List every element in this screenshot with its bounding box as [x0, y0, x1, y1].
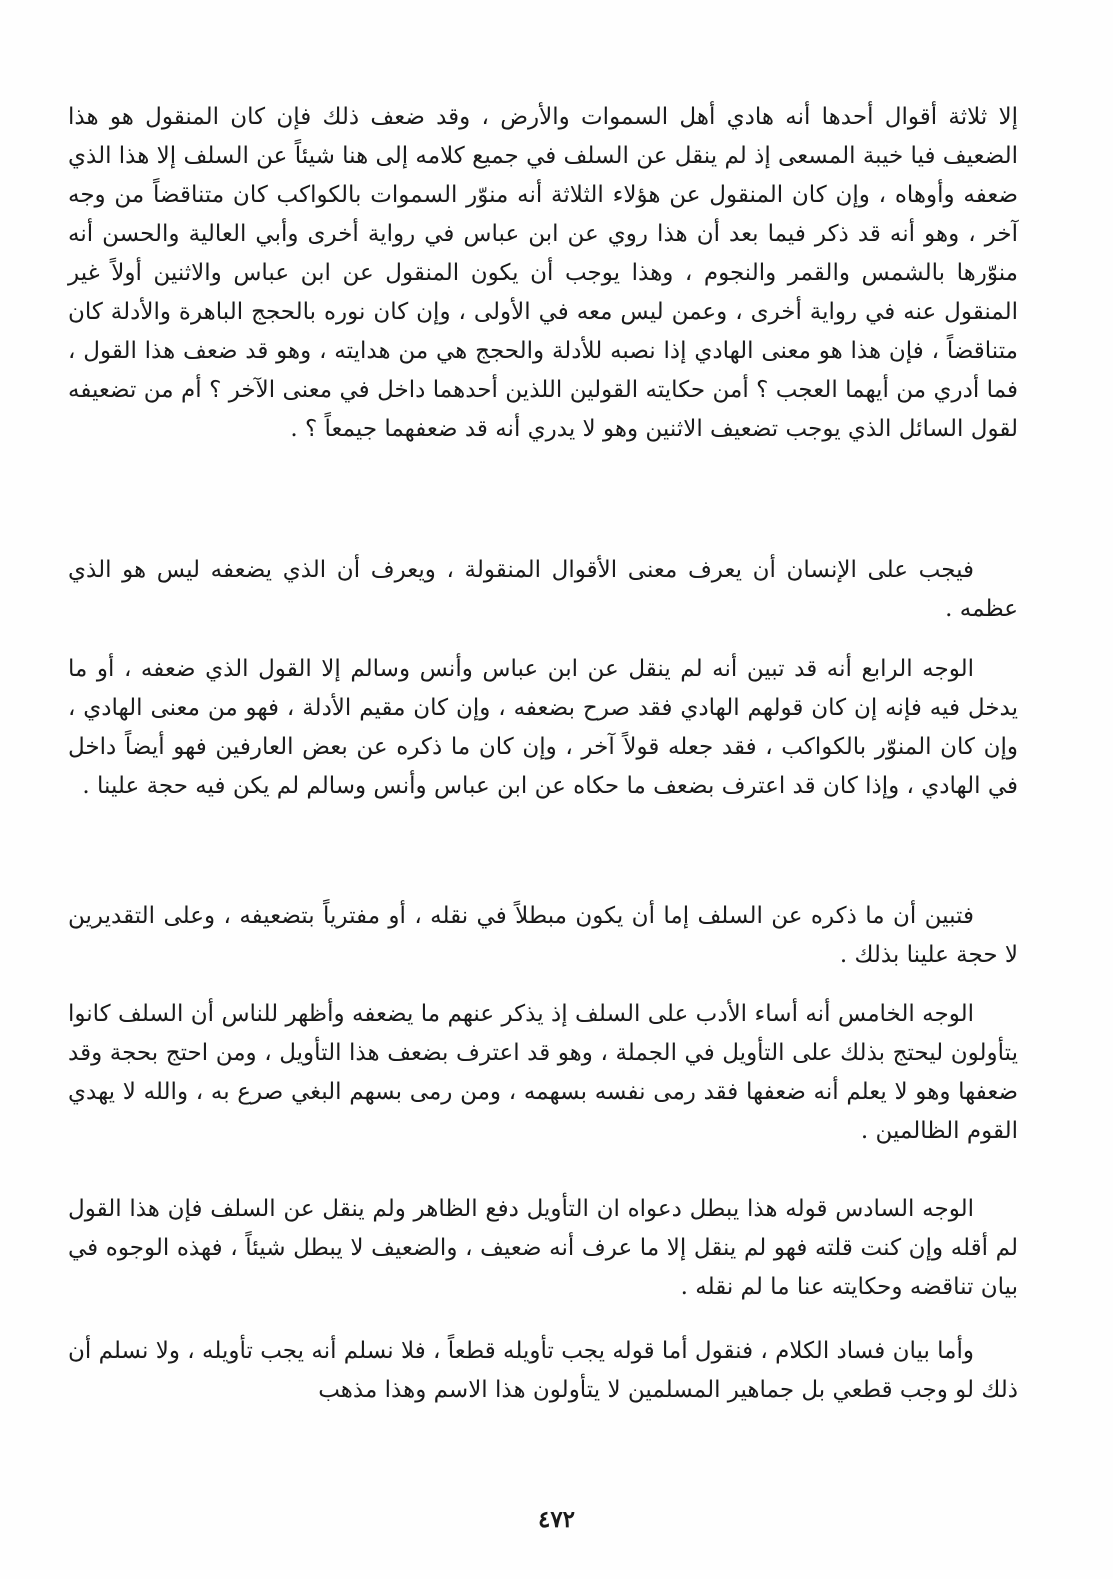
- page-number: ٤٧٢: [537, 1506, 576, 1533]
- paragraph-3: الوجه الرابع أنه قد تبين أنه لم ينقل عن ابن عباس وأنس وسالم إلا القول الذي ضعفه ، أو ما يدخل فيه فإنه إن كان قولهم الهادي فقد صرح بضعفه ، وإن كان مقيم الأدلة ، فهو من معنى الهادي ، وإن كان المنوّر بالكواكب ، فقد جعله قولاً آخر ، وإن كان ما ذكره عن بعض العارفين فهو أيضاً داخل في الهادي ، وإذا كان قد اعترف بضعف ما حكاه عن ابن عباس وأنس وسالم لم يكن فيه حجة علينا .: [68, 656, 1018, 799]
- paragraph-5: الوجه الخامس أنه أساء الأدب على السلف إذ يذكر عنهم ما يضعفه وأظهر للناس أن السلف كانوا يتأولون ليحتج بذلك على التأويل في الجملة ، وهو قد اعترف بضعف هذا التأويل ، ومن احتج بحجة وقد ضعفها وهو لا يعلم أنه ضعفها فقد رمى نفسه بسهمه ، ومن رمى بسهم البغي صرع به ، والله لا يهدي القوم الظالمين .: [68, 1001, 1018, 1144]
- paragraph-1: إلا ثلاثة أقوال أحدها أنه هادي أهل السموات والأرض ، وقد ضعف ذلك فإن كان المنقول هو هذا الضعيف فيا خيبة المسعى إذ لم ينقل عن السلف في جميع كلامه إلى هنا شيئاً عن السلف إلا هذا الذي ضعفه وأوهاه ، وإن كان المنقول عن هؤلاء الثلاثة أنه منوّر السموات بالكواكب كان متناقضاً من وجه آخر ، وهو أنه قد ذكر فيما بعد أن هذا روي عن ابن عباس في رواية أخرى وأبي العالية والحسن أنه منوّرها بالشمس والقمر والنجوم ، وهذا يوجب أن يكون المنقول عن ابن عباس والاثنين أولاً غير المنقول عنه في رواية أخرى ، وعمن ليس معه في الأولى ، وإن كان نوره بالحجج الباهرة والأدلة كان متناقضاً ، فإن هذا هو معنى الهادي إذا نصبه للأدلة والحجج هي من هدايته ، وهو قد ضعف هذا القول ، فما أدري من أيهما العجب ؟ أمن حكايته القولين اللذين أحدهما داخل في معنى الآخر ؟ أم من تضعيفه لقول السائل الذي يوجب تضعيف الاثنين وهو لا يدري أنه قد ضعفهما جيمعاً ؟ .: [68, 104, 1018, 442]
- paragraph-6: الوجه السادس قوله هذا يبطل دعواه ان التأويل دفع الظاهر ولم ينقل عن السلف فإن هذا القول لم أقله وإن كنت قلته فهو لم ينقل إلا ما عرف أنه ضعيف ، والضعيف لا يبطل شيئاً ، فهذه الوجوه في بيان تناقضه وحكايته عنا ما لم نقله .: [68, 1196, 1018, 1300]
- paragraph-2: فيجب على الإنسان أن يعرف معنى الأقوال المنقولة ، ويعرف أن الذي يضعفه ليس هو الذي عظمه .: [68, 557, 1018, 622]
- paragraph-7: وأما بيان فساد الكلام ، فنقول أما قوله يجب تأويله قطعاً ، فلا نسلم أنه يجب تأويله ، ولا نسلم أن ذلك لو وجب قطعي بل جماهير المسلمين لا يتأولون هذا الاسم وهذا مذهب: [68, 1338, 1018, 1403]
- paragraph-4: فتبين أن ما ذكره عن السلف إما أن يكون مبطلاً في نقله ، أو مفترياً بتضعيفه ، وعلى التقديرين لا حجة علينا بذلك .: [68, 903, 1018, 968]
